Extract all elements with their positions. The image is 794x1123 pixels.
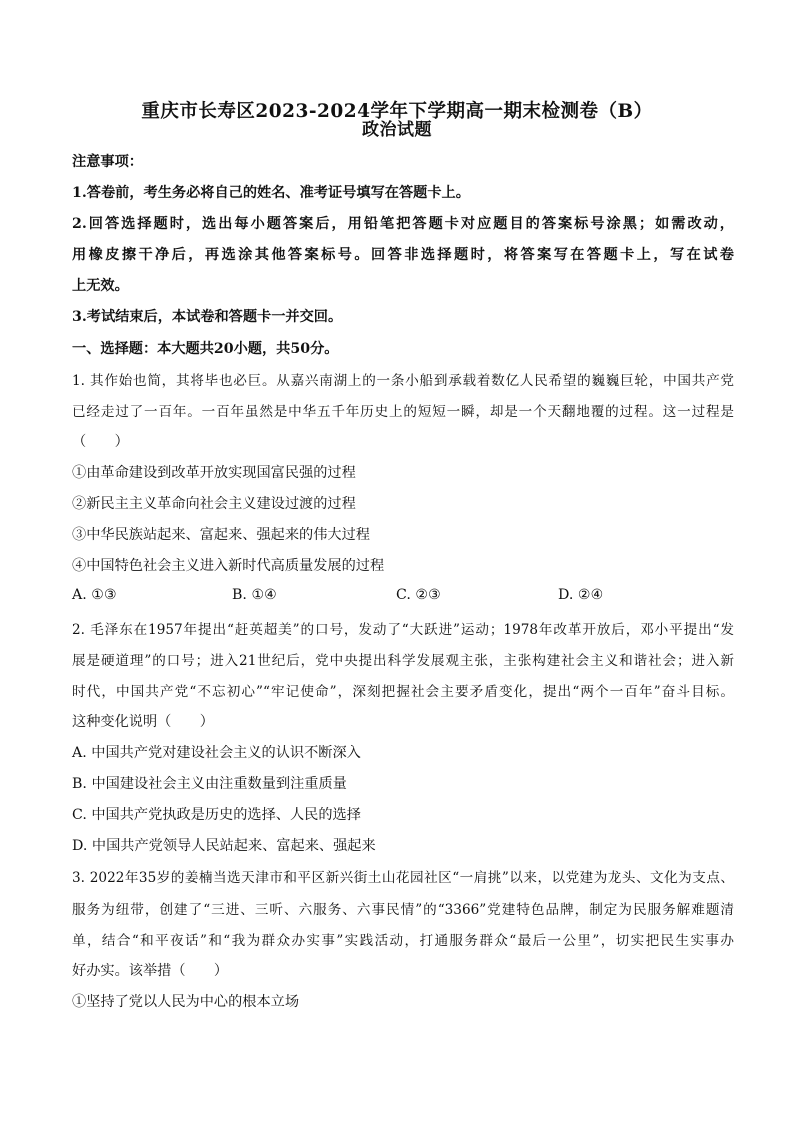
q2-option-b: B. 中国建设社会主义由注重数量到注重质量 xyxy=(72,776,347,792)
q1-statement-2: ②新民主主义革命向社会主义建设过渡的过程 xyxy=(72,496,356,512)
q2-stem-line-4: 这种变化说明（ ） xyxy=(72,714,214,730)
notice-heading: 注意事项： xyxy=(72,154,143,170)
notice-item-2-line-3: 上无效。 xyxy=(72,278,129,294)
notice-item-3: 3.考试结束后，本试卷和答题卡一并交回。 xyxy=(72,309,343,325)
q2-option-d: D. 中国共产党领导人民站起来、富起来、强起来 xyxy=(72,838,376,854)
q1-option-b: B. ①④ xyxy=(232,587,277,603)
q1-stem-line-2: 已经走过了一百年。一百年虽然是中华五千年历史上的短短一瞬，却是一个天翻地覆的过程。这一过程是 xyxy=(72,404,734,420)
q3-stem-line-1: 3. 2022年35岁的姜楠当选天津市和平区新兴街土山花园社区“一肩挑”以来，以党建为龙头、文化为支点、 xyxy=(72,870,734,886)
q1-stem-line-1: 1. 其作始也简，其将毕也必巨。从嘉兴南湖上的一条小船到承载着数亿人民希望的巍巍巨轮，中国共产党 xyxy=(72,373,734,389)
q1-statement-1: ①由革命建设到改革开放实现国富民强的过程 xyxy=(72,465,356,481)
q3-statement-1: ①坚持了党以人民为中心的根本立场 xyxy=(72,994,300,1010)
section-heading: 一、选择题：本大题共20小题，共50分。 xyxy=(72,341,339,357)
q2-stem-line-1: 2. 毛泽东在1957年提出“赶英超美”的口号，发动了“大跃进”运动；1978年改革开放后，邓小平提出“发 xyxy=(72,622,734,638)
q1-answer-blank: （ ） xyxy=(72,434,129,450)
q2-stem-line-3: 时代，中国共产党“不忘初心”“牢记使命”，深刻把握社会主要矛盾变化，提出“两个一百年”奋斗目标。 xyxy=(72,684,734,700)
q2-stem-line-2: 展是硬道理”的口号；进入21世纪后，党中央提出科学发展观主张，主张构建社会主义和谐社会；进入新 xyxy=(72,653,734,669)
q1-option-c: C. ②③ xyxy=(396,587,441,603)
q1-option-a: A. ①③ xyxy=(72,587,117,603)
q1-statement-4: ④中国特色社会主义进入新时代高质量发展的过程 xyxy=(72,558,385,574)
q1-option-d: D. ②④ xyxy=(558,587,604,603)
notice-item-2-line-2: 用橡皮擦干净后，再选涂其他答案标号。回答非选择题时，将答案写在答题卡上，写在试卷 xyxy=(72,247,734,263)
q3-stem-line-2: 服务为纽带，创建了“三进、三听、六服务、六事民情”的“3366”党建特色品牌，制定为民服务解难题清 xyxy=(72,902,734,918)
exam-title: 重庆市长寿区2023-2024学年下学期高一期末检测卷（B） xyxy=(141,101,653,122)
notice-item-2-line-1: 2.回答选择题时，选出每小题答案后，用铅笔把答题卡对应题目的答案标号涂黑；如需改动， xyxy=(72,216,734,232)
q2-option-c: C. 中国共产党执政是历史的选择、人民的选择 xyxy=(72,807,361,823)
exam-subtitle: 政治试题 xyxy=(362,120,432,140)
q2-option-a: A. 中国共产党对建设社会主义的认识不断深入 xyxy=(72,745,361,761)
q3-stem-line-3: 单，结合“和平夜话”和“我为群众办实事”实践活动，打通服务群众“最后一公里”，切实把民生实事办 xyxy=(72,933,734,949)
q1-statement-3: ③中华民族站起来、富起来、强起来的伟大过程 xyxy=(72,527,370,543)
notice-item-1: 1.答卷前，考生务必将自己的姓名、准考证号填写在答题卡上。 xyxy=(72,185,470,201)
q3-stem-line-4: 好办实。该举措（ ） xyxy=(72,963,229,979)
